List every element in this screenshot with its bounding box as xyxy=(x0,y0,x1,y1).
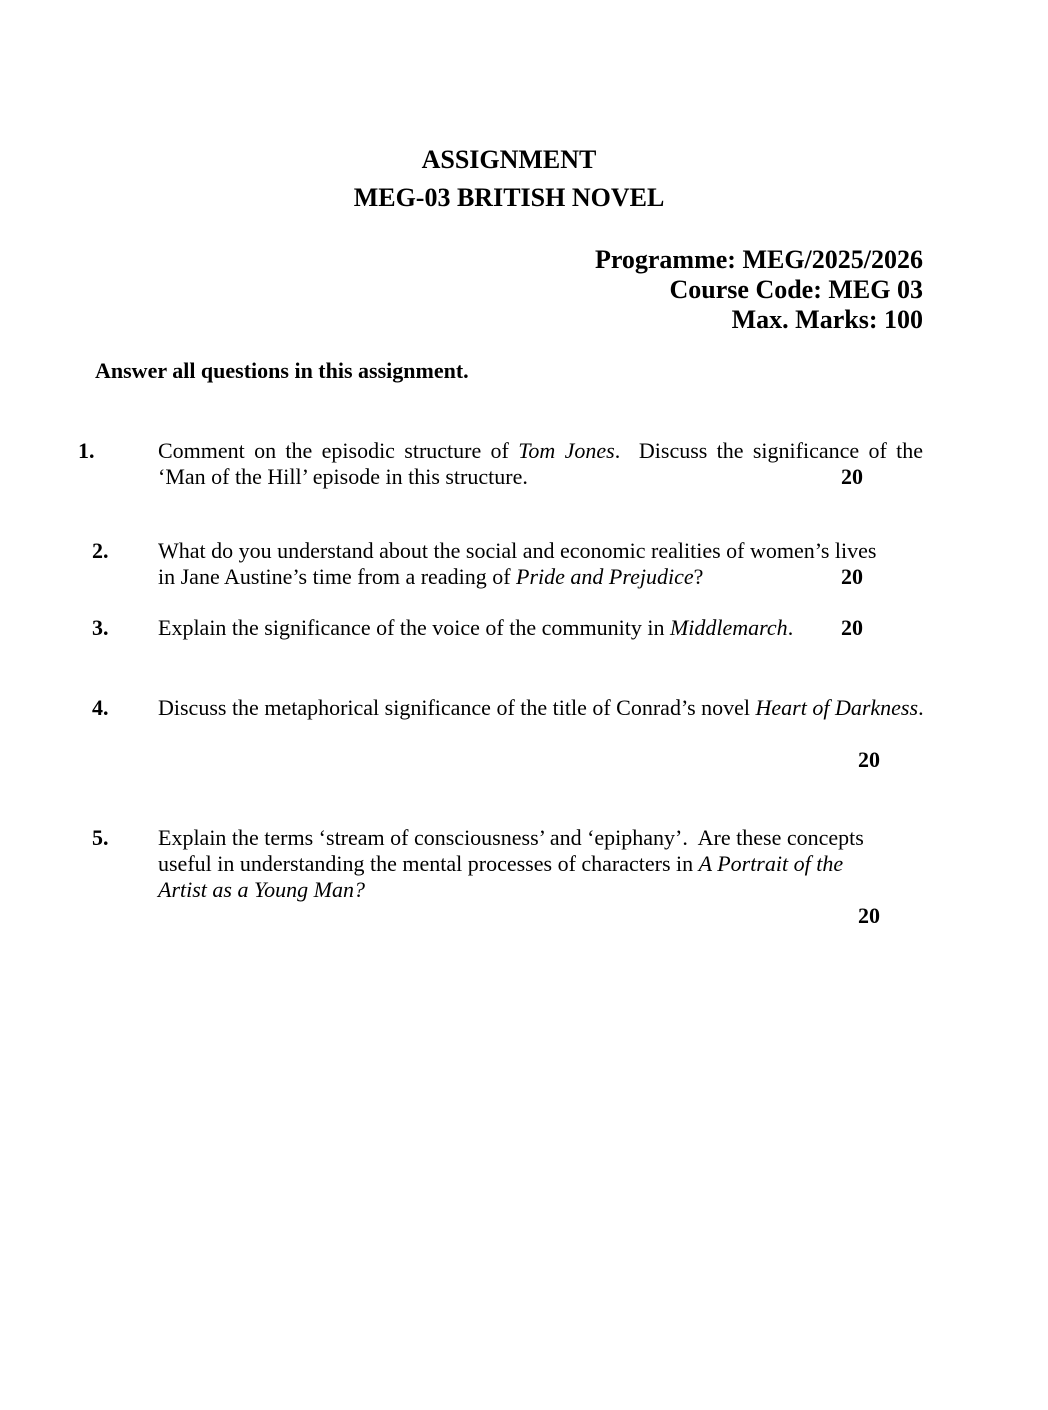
question-number: 4. xyxy=(92,695,109,720)
question-row xyxy=(78,438,923,490)
question-text-segment: in Jane Austine’s time from a reading of xyxy=(158,564,517,589)
question-row xyxy=(78,695,923,773)
question-text-segment: . xyxy=(787,615,794,640)
question-body xyxy=(158,695,923,773)
question-text-segment: Pride and Prejudice xyxy=(516,564,694,589)
question-line xyxy=(158,903,923,929)
question-text-segment: Explain the terms ‘stream of consciousness’ and ‘epiphany’. Are these concepts xyxy=(158,825,864,850)
question-text-segment: ? xyxy=(693,564,704,589)
question-line xyxy=(158,464,923,490)
question-line xyxy=(158,851,923,877)
question-line xyxy=(158,721,923,747)
question-text-segment: Discuss the metaphorical significance of the title of Conrad’s novel xyxy=(158,695,756,720)
question-text-segment: Heart of Darkness xyxy=(755,695,919,720)
question-text-segment: ‘Man of the Hill’ episode in this structure. xyxy=(158,464,528,489)
question-row xyxy=(78,825,923,929)
question-body xyxy=(158,825,923,929)
question-line xyxy=(158,538,923,564)
question-line xyxy=(158,695,923,721)
course-title: MEG-03 BRITISH NOVEL xyxy=(353,183,665,212)
question-text-segment: Artist as a Young Man? xyxy=(158,877,366,902)
question-number: 2. xyxy=(92,538,109,563)
marks-value: 20 xyxy=(841,615,863,640)
document-header xyxy=(95,0,923,385)
question-body xyxy=(158,538,923,590)
question-line xyxy=(158,564,923,590)
question-body xyxy=(158,438,923,490)
marks-value: 20 xyxy=(841,564,863,589)
question-text-segment: . Discuss the significance of the xyxy=(614,438,924,463)
question-text-segment: A Portrait of the xyxy=(698,851,844,876)
question-text-segment: Middlemarch xyxy=(669,615,788,640)
question-line xyxy=(158,438,923,464)
question-line xyxy=(158,877,923,903)
question-text-segment: Comment on the episodic structure of xyxy=(158,438,519,463)
question-line xyxy=(158,747,923,773)
programme-meta-block xyxy=(95,245,923,335)
question-number: 5. xyxy=(92,825,109,850)
question-text-segment: Explain the significance of the voice of the community in xyxy=(158,615,670,640)
question-row xyxy=(78,538,923,590)
marks-value: 20 xyxy=(858,903,880,928)
question-line xyxy=(158,615,923,641)
max-marks-line: Max. Marks: 100 xyxy=(731,305,923,334)
question-text-segment: What do you understand about the social and economic realities of women’s lives xyxy=(158,538,877,563)
title-block xyxy=(95,0,923,217)
question-row xyxy=(78,615,923,641)
marks-value: 20 xyxy=(858,747,880,772)
question-body xyxy=(158,615,923,641)
marks-value: 20 xyxy=(841,464,863,489)
programme-line: Programme: MEG/2025/2026 xyxy=(594,245,923,274)
question-text-segment: . xyxy=(918,695,924,720)
question-text-segment: useful in understanding the mental processes of characters in xyxy=(158,851,699,876)
questions-list xyxy=(78,438,923,929)
assignment-title: ASSIGNMENT xyxy=(421,145,597,174)
question-line xyxy=(158,825,923,851)
question-text-segment: Tom Jones xyxy=(518,438,615,463)
instruction-line: Answer all questions in this assignment. xyxy=(95,358,469,383)
course-code-line: Course Code: MEG 03 xyxy=(669,275,923,304)
question-number: 3. xyxy=(92,615,109,640)
question-number: 1. xyxy=(78,438,95,463)
